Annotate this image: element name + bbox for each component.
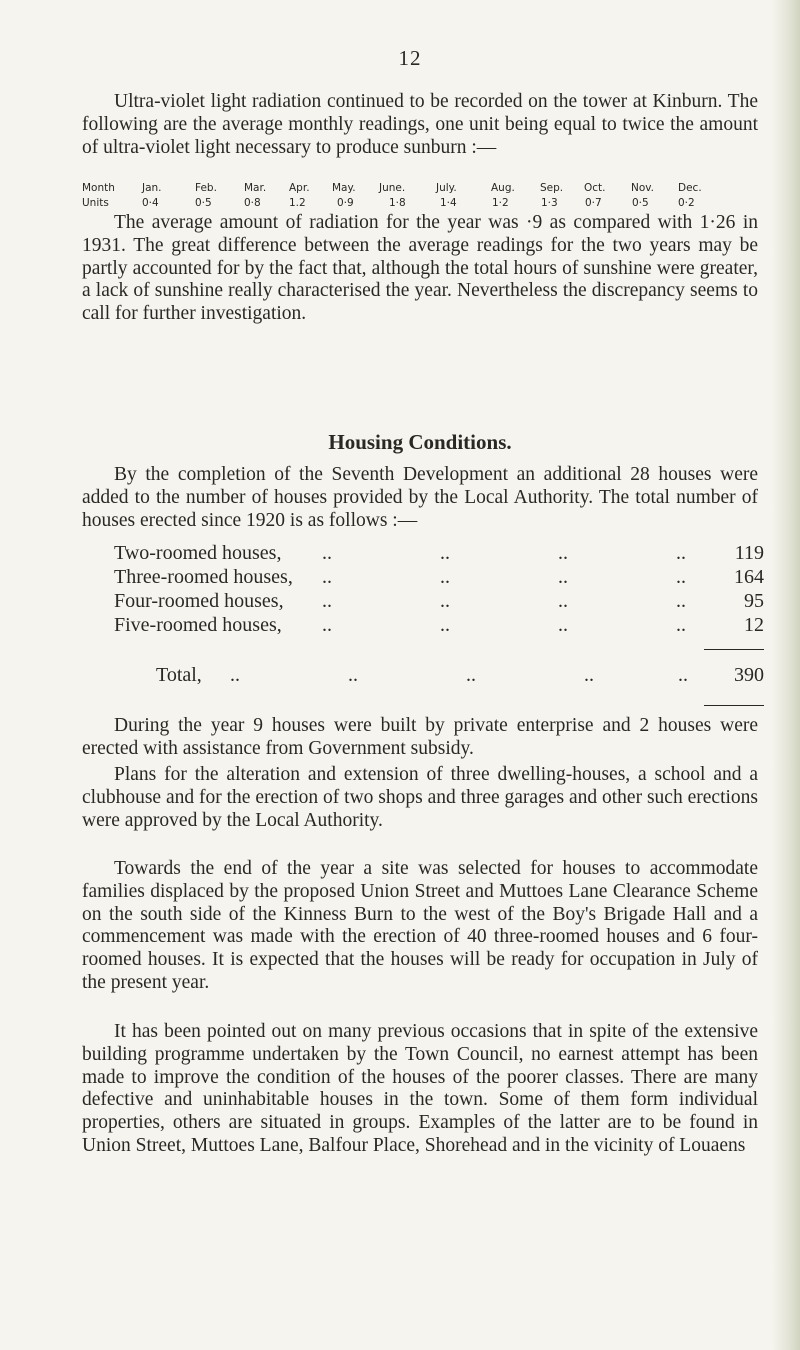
leader-dots: .. [558,542,568,564]
uv-unit-cell: 0·8 [244,197,261,209]
leader-dots: .. [558,614,568,636]
uv-units-row [82,196,758,211]
house-row-four-roomed [114,590,764,614]
uv-unit-cell: 1·2 [492,197,509,209]
uv-units-label: Units [82,197,109,209]
leader-dots: .. [322,566,332,588]
house-count: 164 [734,566,764,588]
leader-dots: .. [440,614,450,636]
leader-dots: .. [440,566,450,588]
leader-dots: .. [558,590,568,612]
total-value: 390 [734,664,764,686]
uv-month-cell: Apr. [289,182,310,194]
uv-month-cell: Nov. [631,182,655,194]
house-row-two-roomed [114,542,764,566]
uv-month-cell: Feb. [195,182,217,194]
house-type: Three-roomed houses, [114,566,293,588]
page-edge-shadow [772,0,800,1350]
total-label: Total, [156,664,202,686]
leader-dots: .. [558,566,568,588]
page-number: 12 [398,46,422,70]
uv-unit-cell: 1·3 [541,197,558,209]
house-type: Four-roomed houses, [114,590,284,612]
house-count: 119 [734,542,764,564]
total-rule [704,705,764,706]
uv-unit-cell: 0·5 [195,197,212,209]
uv-month-cell: Jan. [142,182,162,194]
uv-month-cell: Aug. [491,182,515,194]
uv-readings-table [82,181,758,211]
house-row-three-roomed [114,566,764,590]
leader-dots: .. [466,664,476,686]
uv-month-label: Month [82,182,115,194]
uv-month-cell: Mar. [244,182,267,194]
private-enterprise-paragraph: During the year 9 houses were built by private enterprise and 2 houses were erected with assistance from Government subsidy. [82,715,758,759]
house-count: 95 [744,590,764,612]
leader-dots: .. [440,590,450,612]
leader-dots: .. [230,664,240,686]
uv-month-cell: Oct. [584,182,606,194]
uv-unit-cell: 0·2 [678,197,695,209]
leader-dots: .. [676,542,686,564]
uv-unit-cell: 1.2 [289,197,306,209]
uv-comment-paragraph: The average amount of radiation for the year was ·9 as compared with 1·26 in 1931. The great difference between the average readings for the two years may be partly accounted for by the fact that, although the total hours of sunshine were greater, a lack of sunshine really characterised the year. Nevertheless the discrepancy seems to call for further investigation. [82,212,758,325]
leader-dots: .. [584,664,594,686]
uv-unit-cell: 0·5 [632,197,649,209]
leader-dots: .. [322,614,332,636]
plans-paragraph: Plans for the alteration and extension of three dwelling-houses, a school and a clubhouse and for the erection of two shops and three garages and other such erections were approved by the Local Authority. [82,764,758,831]
leader-dots: .. [676,614,686,636]
housing-intro-paragraph: By the completion of the Seventh Development an additional 28 houses were added to the number of houses provided by the Local Authority. The total number of houses erected since 1920 is as follows :— [82,464,758,531]
house-count: 12 [744,614,764,636]
uv-month-cell: Dec. [678,182,702,194]
houses-total-row [156,664,764,688]
uv-intro-paragraph: Ultra-violet light radiation continued to be recorded on the tower at Kinburn. The following are the average monthly readings, one unit being equal to twice the amount of ultra-violet light necessary to produce sunburn :— [82,91,758,158]
uv-unit-cell: 1·4 [440,197,457,209]
leader-dots: .. [348,664,358,686]
leader-dots: .. [676,566,686,588]
uv-month-cell: Sep. [540,182,564,194]
leader-dots: .. [678,664,688,686]
uv-unit-cell: 1·8 [389,197,406,209]
leader-dots: .. [322,590,332,612]
house-type: Two-roomed houses, [114,542,282,564]
subtotal-rule [704,649,764,650]
uv-month-cell: July. [436,182,457,194]
site-selection-paragraph: Towards the end of the year a site was selected for houses to accommodate families displaced by the proposed Union Street and Muttoes Lane Clearance Scheme on the south side of the Kinness Burn to the west of the Boy's Brigade Hall and a commencement was made with the erection of 40 three-roomed houses and 6 four-roomed houses. It is expected that the houses will be ready for occupation in July of the present year. [82,858,758,993]
poorer-classes-paragraph: It has been pointed out on many previous occasions that in spite of the extensive building programme undertaken by the Town Council, no earnest attempt has been made to improve the condition of the houses of the poorer classes. There are many defective and uninhabitable houses in the town. Some of them form individual properties, others are situated in groups. Examples of the latter are to be found in Union Street, Muttoes Lane, Balfour Place, Shorehead and in the vicinity of Louaens [82,1021,758,1156]
uv-month-cell: June. [379,182,406,194]
house-type: Five-roomed houses, [114,614,282,636]
uv-unit-cell: 0·4 [142,197,159,209]
leader-dots: .. [322,542,332,564]
leader-dots: .. [440,542,450,564]
house-row-five-roomed [114,614,764,638]
housing-conditions-heading: Housing Conditions. [328,430,512,454]
uv-unit-cell: 0·7 [585,197,602,209]
uv-month-cell: May. [332,182,356,194]
houses-erected-list [114,542,764,638]
uv-unit-cell: 0·9 [337,197,354,209]
uv-months-row [82,181,758,196]
leader-dots: .. [676,590,686,612]
